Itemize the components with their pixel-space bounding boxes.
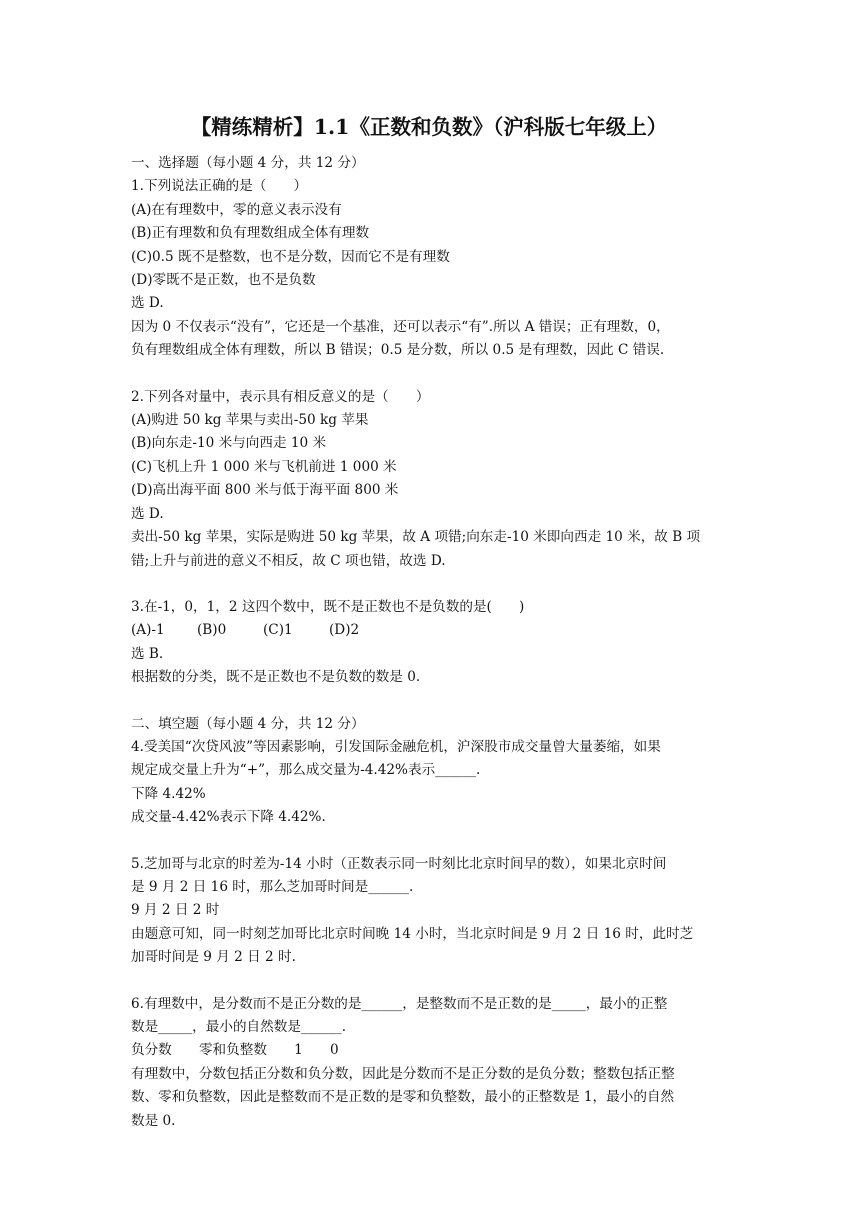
question-stem: 2.下列各对量中，表示具有相反意义的是（ ） bbox=[131, 388, 430, 405]
question-stem: 1.下列说法正确的是（ ） bbox=[131, 178, 308, 195]
explanation-line: 错;上升与前进的意义不相反，故 C 项也错，故选 D. bbox=[131, 552, 446, 569]
answer: 选 D. bbox=[131, 295, 164, 312]
explanation-line: 数、零和负整数，因此是整数而不是正数的是零和负整数，最小的正整数是 1，最小的自然 bbox=[131, 1089, 675, 1106]
explanation-line: 成交量-4.42%表示下降 4.42%. bbox=[131, 809, 326, 826]
question-5 bbox=[131, 853, 731, 970]
options-row bbox=[131, 619, 731, 642]
question-6 bbox=[131, 993, 731, 1133]
question-2 bbox=[131, 386, 731, 573]
explanation-line: 有理数中，分数包括正分数和负分数，因此是分数而不是正分数的是负分数；整数包括正整 bbox=[131, 1065, 675, 1082]
answer: 选 D. bbox=[131, 505, 164, 522]
option-c: (C)0.5 既不是整数，也不是分数，因而它不是有理数 bbox=[131, 248, 450, 265]
question-stem: 是 9 月 2 日 16 时，那么芝加哥时间是______. bbox=[131, 878, 414, 895]
question-stem: 3.在-1，0，1，2 这四个数中，既不是正数也不是负数的是( ) bbox=[131, 598, 525, 615]
question-1 bbox=[131, 175, 731, 362]
question-stem: 4.受美国“次贷风波”等因素影响，引发国际金融危机，沪深股市成交量曾大量萎缩，如果 bbox=[131, 738, 661, 755]
option-d: (D)高出海平面 800 米与低于海平面 800 米 bbox=[131, 482, 399, 499]
answer: 负分数 零和负整数 1 0 bbox=[131, 1042, 339, 1059]
page-title: 【精练精析】1.1《正数和负数》（沪科版七年级上） bbox=[190, 115, 668, 139]
question-3 bbox=[131, 596, 731, 690]
section-heading: 二、填空题（每小题 4 分，共 12 分） bbox=[131, 715, 365, 732]
question-stem: 5.芝加哥与北京的时差为-14 小时（正数表示同一时刻比北京时间早的数），如果北京时间 bbox=[131, 855, 667, 872]
explanation-line: 根据数的分类，既不是正数也不是负数的数是 0. bbox=[131, 669, 421, 686]
explanation-line: 由题意可知，同一时刻芝加哥比北京时间晚 14 小时，当北京时间是 9 月 2 日 16 时，此时芝 bbox=[131, 925, 694, 942]
explanation-line: 数是 0. bbox=[131, 1112, 176, 1129]
option-a: (A)在有理数中，零的意义表示没有 bbox=[131, 201, 342, 218]
option-a: (A)-1 bbox=[131, 622, 165, 639]
option-d: (D)零既不是正数，也不是负数 bbox=[131, 272, 316, 289]
explanation-line: 卖出-50 kg 苹果，实际是购进 50 kg 苹果，故 A 项错;向东走-10 米即向西走 10 米，故 B 项 bbox=[131, 529, 701, 546]
document-page bbox=[131, 112, 731, 1133]
explanation-line: 因为 0 不仅表示“没有”，它还是一个基准，还可以表示“有”.所以 A 错误；正有理数，0， bbox=[131, 318, 670, 335]
option-c: (C)飞机上升 1 000 米与飞机前进 1 000 米 bbox=[131, 458, 397, 475]
question-stem: 6.有理数中，是分数而不是正分数的是______，是整数而不是正数的是_____，最小的正整 bbox=[131, 995, 668, 1012]
option-c: (C)1 bbox=[263, 622, 293, 639]
question-stem: 规定成交量上升为“+”，那么成交量为-4.42%表示______. bbox=[131, 762, 481, 779]
answer: 下降 4.42% bbox=[131, 785, 206, 802]
explanation-line: 加哥时间是 9 月 2 日 2 时. bbox=[131, 949, 296, 966]
option-a: (A)购进 50 kg 苹果与卖出-50 kg 苹果 bbox=[131, 412, 369, 429]
question-stem: 数是_____，最小的自然数是______. bbox=[131, 1019, 347, 1035]
option-d: (D)2 bbox=[329, 622, 360, 639]
explanation-line: 负有理数组成全体有理数，所以 B 错误；0.5 是分数，所以 0.5 是有理数，因此 C 错误. bbox=[131, 342, 665, 359]
option-b: (B)向东走-10 米与向西走 10 米 bbox=[131, 435, 327, 452]
option-b: (B)正有理数和负有理数组成全体有理数 bbox=[131, 225, 370, 242]
answer: 9 月 2 日 2 时 bbox=[131, 902, 220, 919]
option-b: (B)0 bbox=[197, 622, 227, 639]
answer: 选 B. bbox=[131, 645, 164, 662]
question-4 bbox=[131, 736, 731, 830]
section-heading: 一、选择题（每小题 4 分，共 12 分） bbox=[131, 155, 365, 171]
